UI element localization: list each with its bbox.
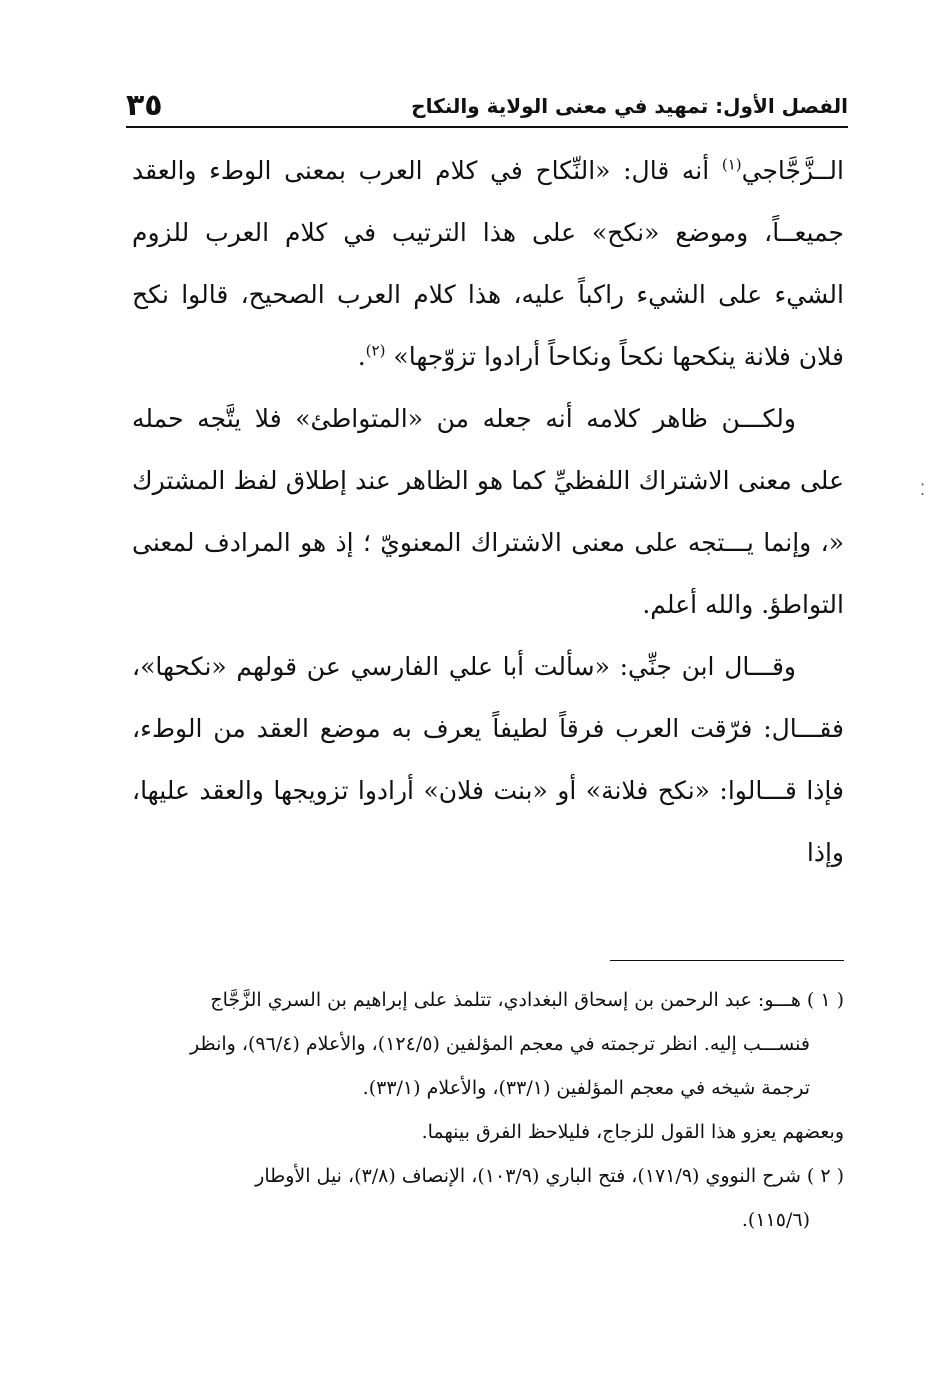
footnote-1: [130, 978, 844, 1110]
margin-speck: ⁚: [920, 480, 926, 499]
paragraph-3: وقـــال ابن جنِّي: «سألت أبا علي الفارسي عن قولهم «نكحها»، فقـــال: فرّقت العرب فرقاً لطيفاً يعرف به موضع العقد من الوطء، فإذا قـــالوا: «نكح فلانة» أو «بنت فلان» أرادوا تزويجها والعقد عليها، وإذا: [132, 652, 844, 867]
footnote-1-line-3: ترجمة شيخه في معجم المؤلفين (٣٣/١)، والأعلام (٣٣/١).: [362, 1077, 810, 1099]
footnote-2-line-2: (١١٥/٦).: [741, 1209, 810, 1231]
footnote-2-number: ( ٢ ): [806, 1165, 844, 1187]
footnote-2: [130, 1154, 844, 1242]
footnote-ref-2[interactable]: (٢): [365, 341, 386, 360]
footnote-1-line-1: هـــو: عبد الرحمن بن إسحاق البغدادي، تتلمذ على إبراهيم بن السري الزَّجَّاج: [210, 989, 801, 1011]
chapter-title: الفصل الأول: تمهيد في معنى الولاية والنكاح: [411, 94, 848, 118]
paragraph-1-part-c: .: [357, 342, 366, 371]
paragraph-1-part-a: الــزَّجَّاجي: [741, 156, 844, 185]
paragraph-2: ولكـــن ظاهر كلامه أنه جعله من «المتواطئ» فلا يتَّجه حمله على معنى الاشتراك اللفظيِّ كما هو الظاهر عند إطلاق لفظ المشترك «، وإنما يـــتجه على معنى الاشتراك المعنويّ ؛ إذ هو المرادف لمعنى التواطؤ. والله أعلم.: [132, 404, 844, 619]
footnote-1-number: ( ١ ): [806, 989, 844, 1011]
footnote-1-line-2: فنســـب إليه. انظر ترجمته في معجم المؤلفين (١٢٤/٥)، والأعلام (٩٦/٤)، وانظر: [190, 1033, 810, 1055]
main-text: [132, 140, 844, 884]
paragraph-1-part-b: أنه قال: «النِّكاح في كلام العرب بمعنى الوطء والعقد جميعــاً، وموضع «نكح» على هذا الترتيب في كلام العرب للزوم الشيء على الشيء راكباً عليه، هذا كلام العرب الصحيح، قالوا نكح فلان فلانة ينكحها نكحاً ونكاحاً أرادوا تزوّجها»: [132, 156, 844, 371]
page-number: ٣٥: [126, 88, 163, 123]
footnote-ref-1[interactable]: (١): [721, 155, 742, 174]
footnote-2-line-1: شرح النووي (١٧١/٩)، فتح الباري (١٠٣/٩)، الإنصاف (٣/٨)، نيل الأوطار: [255, 1165, 801, 1187]
footnote-separator: [610, 960, 844, 961]
footnotes: [130, 978, 844, 1242]
paragraph-1: [132, 140, 844, 388]
page-header: [126, 86, 848, 128]
footnote-note: وبعضهم يعزو هذا القول للزجاج، فليلاحظ الفرق بينهما.: [421, 1121, 844, 1143]
